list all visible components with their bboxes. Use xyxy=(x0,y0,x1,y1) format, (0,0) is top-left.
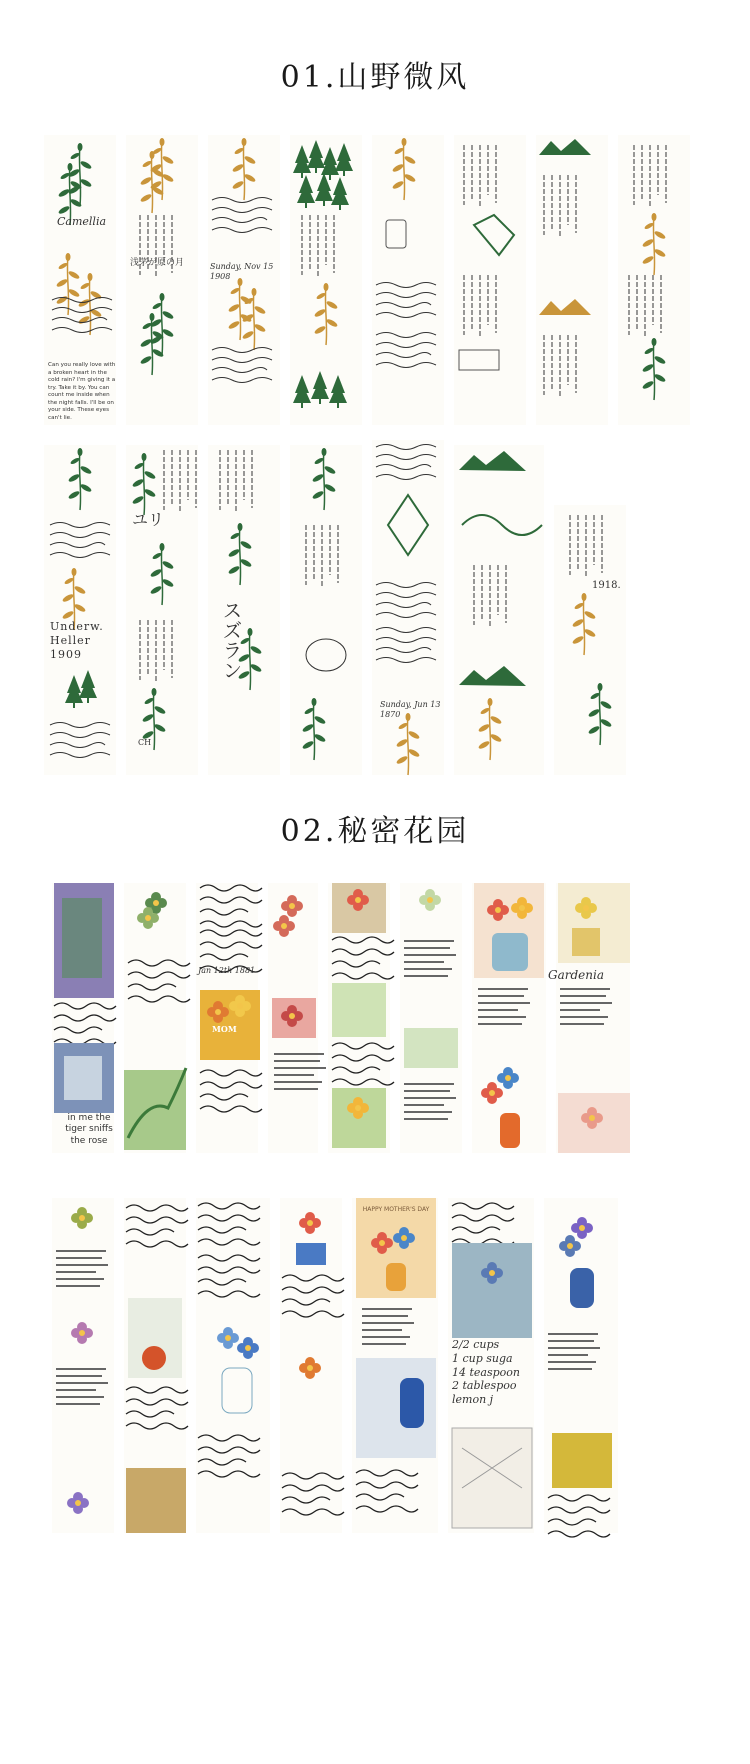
yuri-label: ユリ xyxy=(132,510,165,529)
section-title-2: 02.秘密花园 xyxy=(280,814,470,849)
camellia-label: Camellia xyxy=(57,215,107,228)
strip-vase xyxy=(328,883,394,1153)
strip-babys-breath xyxy=(400,883,462,1153)
strip-ginkgo xyxy=(126,135,198,425)
strip-bouquet xyxy=(454,135,526,425)
strip-leaf xyxy=(618,135,690,425)
strip-1918 xyxy=(554,505,626,775)
date-label-3: Jan 12th 1881 xyxy=(198,966,256,975)
gardenia-label: Gardenia xyxy=(548,968,604,982)
strip-forest xyxy=(290,135,362,425)
strip-valley xyxy=(454,445,544,775)
tiger-label: in me the tiger sniffs the rose xyxy=(65,1113,113,1146)
section-title-1: 01.山野微风 xyxy=(280,60,470,95)
strip-recipe xyxy=(280,1198,344,1533)
strip-gardenia xyxy=(556,883,630,1153)
love-note: Can you really love with a broken heart in the cold rain? I'm giving it a try. Take it by. You can count me inside when the night falls. I'll be on your side. These eyes can't lie. xyxy=(48,362,116,421)
strip-blue-jar xyxy=(196,1198,270,1533)
date-label-2: Sunday, Jun 13 1870 xyxy=(380,700,441,719)
strip-lavender-poem xyxy=(52,1198,114,1533)
suzuran-label: スズラン xyxy=(219,600,243,680)
ch-label: CH xyxy=(138,738,152,747)
strip-orange-vase xyxy=(124,1198,188,1533)
year-label: 1918. xyxy=(592,580,621,591)
strip-mom-sunflowers xyxy=(196,883,262,1153)
sticker-sheet-mountain-breeze xyxy=(44,125,706,775)
strip-wildflowers xyxy=(124,883,190,1153)
strip-mountains xyxy=(536,135,608,425)
mom-label: MOM xyxy=(212,1024,237,1034)
kaji-label: 浅茅が原の月 xyxy=(130,258,185,268)
strip-teapot xyxy=(290,445,362,775)
strip-mothers-day xyxy=(352,1198,438,1533)
recipe-label: 2/2 cups 1 cup suga 14 teaspoon 2 tablespoo lemon j xyxy=(452,1338,520,1406)
strip-pink-vase xyxy=(472,883,546,1153)
strip-diamond xyxy=(372,440,444,775)
strip-blue-vase xyxy=(544,1198,618,1537)
strip-underwood xyxy=(44,445,116,775)
strip-roses xyxy=(268,883,326,1153)
mothers-day-label: HAPPY MOTHER'S DAY xyxy=(362,1206,430,1213)
strip-jar xyxy=(372,135,444,425)
strip-lily xyxy=(126,445,198,775)
date-label-1: Sunday, Nov 15 1908 xyxy=(210,262,274,281)
underwood-label: Underw. Heller 1909 xyxy=(50,620,104,661)
